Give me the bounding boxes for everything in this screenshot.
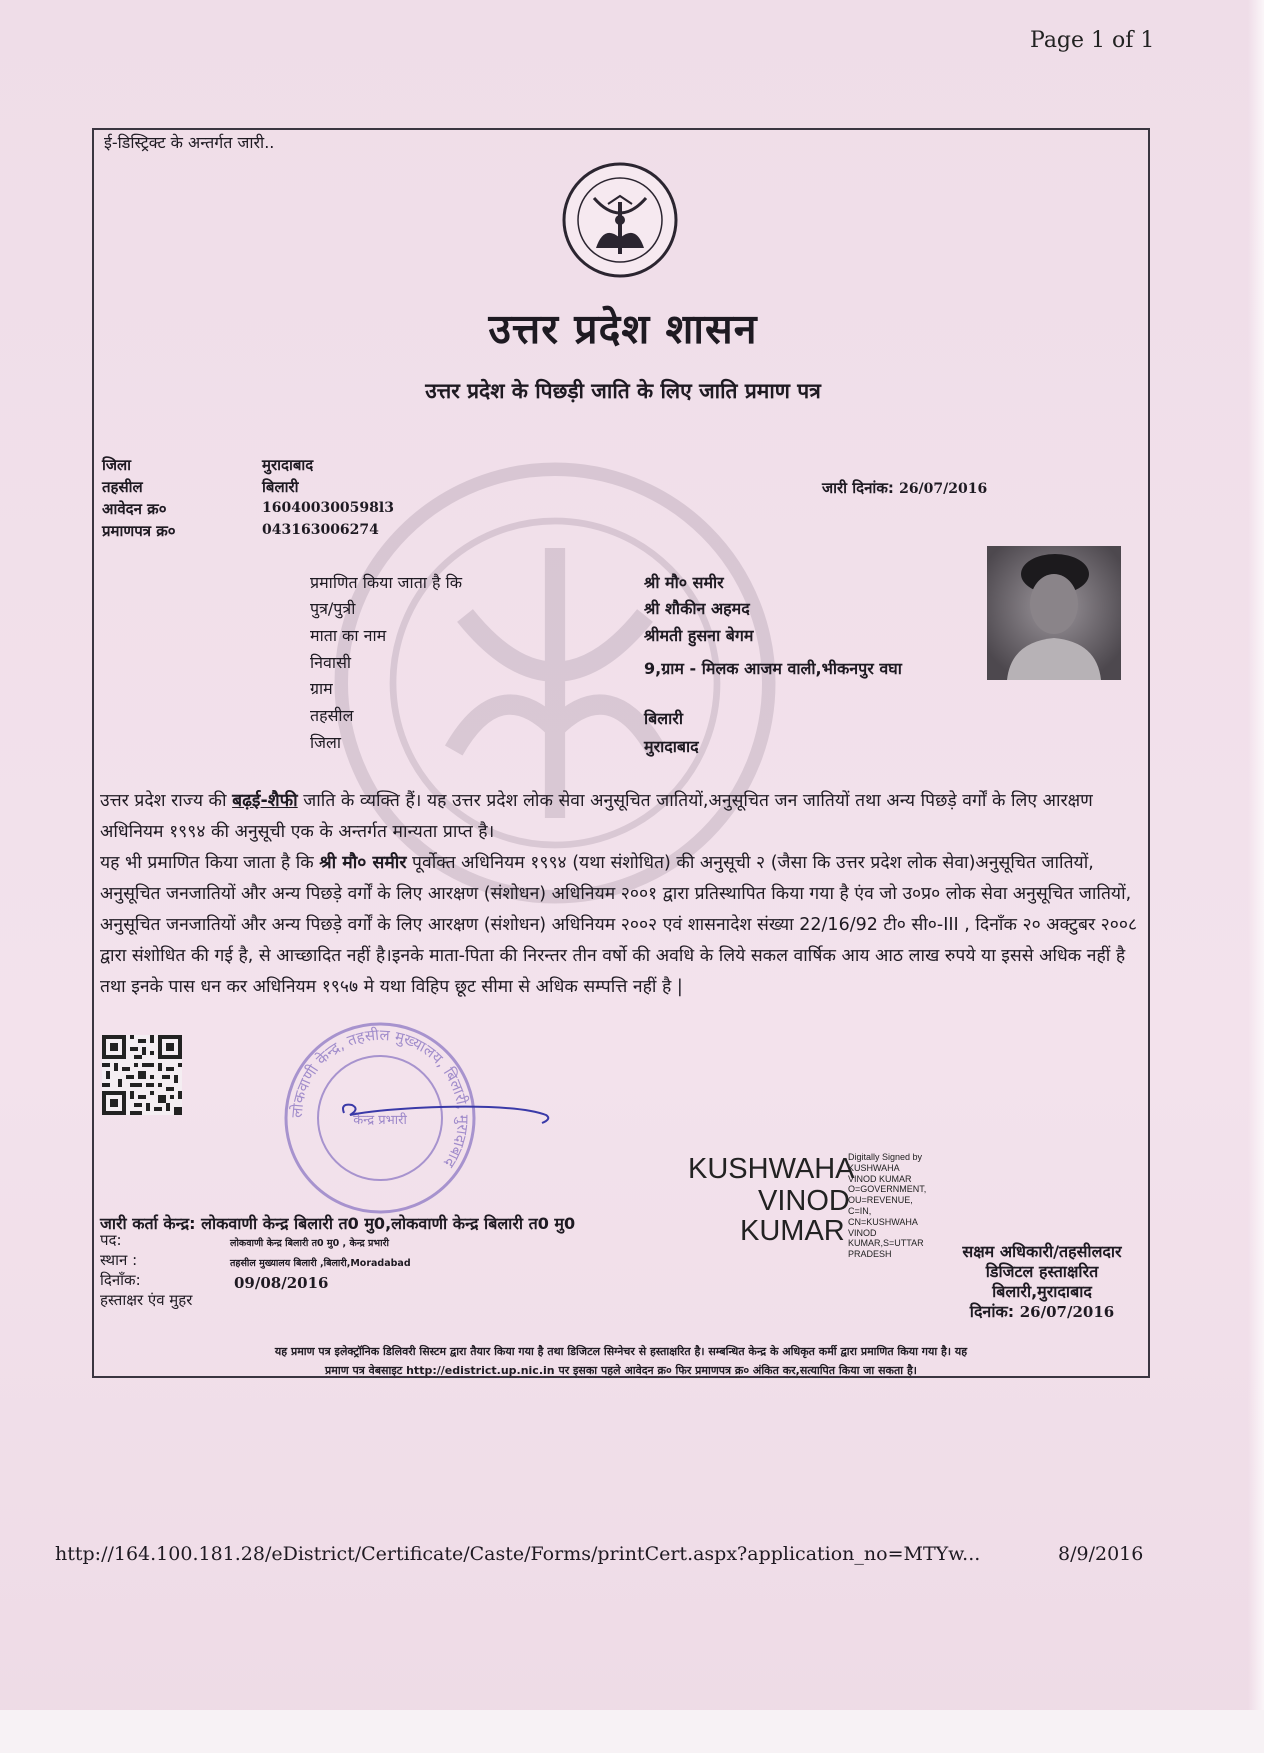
application-number: 160400300598l3 — [262, 500, 394, 516]
applicant-name: श्री मौ० समीर — [644, 573, 724, 592]
signer-name-line2: VINOD — [758, 1185, 850, 1217]
issuing-center: जारी कर्ता केन्द्र: लोकवाणी केन्द्र बिलारी त0 मु0,लोकवाणी केन्द्र बिलारी त0 मु0 — [100, 1214, 576, 1233]
signer-name-line3: KUMAR — [740, 1215, 845, 1247]
mother-label: माता का नाम — [310, 626, 387, 645]
authority-date: दिनांक: 26/07/2016 — [969, 1302, 1115, 1321]
post-value: लोकवाणी केन्द्र बिलारी त0 मु0 , केन्द्र प्रभारी — [230, 1238, 389, 1249]
certificate-title: उत्तर प्रदेश के पिछड़ी जाति के लिए जाति प्रमाण पत्र — [425, 379, 821, 403]
scan-edge — [1248, 0, 1264, 1753]
page-number: Page 1 of 1 — [1030, 28, 1155, 53]
authority-signed: डिजिटल हस्ताक्षरित — [985, 1262, 1099, 1281]
tehsil-value: बिलारी — [262, 478, 299, 496]
date-value: 09/08/2016 — [234, 1274, 329, 1292]
digital-signature-details: Digitally Signed by KUSHWAHA VINOD KUMAR O=GOVERNMENT, OU=REVENUE, C=IN, CN=KUSHWAHA VINOD KUMAR,S=UTTAR PRADESH — [848, 1152, 927, 1260]
father-name: श्री शौकीन अहमद — [644, 599, 750, 618]
place-label: स्थान : — [100, 1251, 138, 1269]
district-label: जिला — [102, 456, 132, 474]
detail-tehsil-label: तहसील — [310, 706, 354, 725]
mother-name: श्रीमती हुसना बेगम — [644, 626, 754, 645]
stamp-inner-text: केन्द्र प्रभारी — [353, 1113, 407, 1128]
edistrict-note: ई-डिस्ट्रिक्ट के अन्तर्गत जारी.. — [104, 133, 275, 152]
creamy-layer-paragraph: यह भी प्रमाणित किया जाता है कि श्री मौ० समीर पूर्वोक्त अधिनियम १९९४ (यथा संशोधित) की अनुसूची २ (जैसा कि उत्तर प्रदेश लोक सेवा)अनुसूचित जातियों, अनुसूचित जनजातियों और अन्य पिछड़े वर्गों के लिए आरक्षण (संशोधन) अधिनियम २००१ द्वारा प्रतिस्थापित किया गया है एंव जो उ०प्र० लोक सेवा अनुसूचित जातियों, अनुसूचित जनजातियों और अन्य पिछड़े वर्गों के लिए आरक्षण (संशोधन) अधिनियम २००२ एवं शासनादेश संख्या 22/16/92 टी० सी०-III , दिनाँक २० अक्टुबर २००८ द्वारा संशोधित की गई है, से आच्छादित नहीं है।इनके माता-पिता की निरन्तर तीन वर्षो की अवधि के लिये सकल वार्षिक आय आठ लाख रुपये या इससे अधिक नहीं है तथा इनके पास धन कर अधिनियम १९५७ मे यथा विहिप छूट सीमा से अधिक सम्पत्ति नहीं है | — [100, 853, 1138, 997]
signature-mark — [320, 1085, 560, 1135]
tehsil-label: तहसील — [102, 478, 143, 496]
detail-district-label: जिला — [310, 733, 342, 752]
scan-bottom-edge — [0, 1710, 1264, 1753]
district-value: मुरादाबाद — [262, 456, 314, 474]
resident-label: निवासी — [310, 653, 352, 672]
qr-code — [102, 1035, 182, 1115]
verification-disclaimer: यह प्रमाण पत्र इलेक्ट्रॉनिक डिलिवरी सिस्टम द्वारा तैयार किया गया है तथा डिजिटल सिग्नेचर से हस्ताक्षरित है। सम्बन्धित केन्द्र के अधिकृत कर्मी द्वारा प्रमाणित किया गया है। यह प्रमाण पत्र वेबसाइट http://edistrict.up.nic.in पर इसका पहले आवेदन क्र० फिर प्रमाणपत्र क्र० अंकित कर,सत्यापित किया जा सकता है। — [274, 1345, 968, 1377]
signature-label: हस्ताक्षर एंव मुहर — [100, 1291, 193, 1309]
village-label: ग्राम — [310, 679, 333, 698]
issue-date-value: 26/07/2016 — [899, 481, 988, 497]
address-value: 9,ग्राम - मिलक आजम वाली,भीकनपुर वघा — [644, 659, 902, 678]
caste-name: बढ़ई-शैफी — [232, 791, 298, 811]
detail-district-value: मुरादाबाद — [644, 737, 699, 756]
authority-place: बिलारी,मुरादाबाद — [992, 1282, 1092, 1301]
date-label: दिनाँक: — [100, 1271, 141, 1289]
caste-paragraph: उत्तर प्रदेश राज्य की बढ़ई-शैफी जाति के व्यक्ति हैं। यह उत्तर प्रदेश लोक सेवा अनुसूचित जातियों,अनुसूचित जन जातियों तथा अन्य पिछड़े वर्गों के लिए आरक्षण अधिनियम १९९४ की अनुसूची एक के अन्तर्गत मान्यता प्राप्त है। — [100, 791, 1093, 842]
certificate-label: प्रमाणपत्र क्र० — [102, 522, 176, 540]
authority-title: सक्षम अधिकारी/तहसीलदार — [962, 1242, 1122, 1261]
applicant-photo — [987, 546, 1121, 680]
detail-tehsil-value: बिलारी — [644, 709, 683, 728]
issue-date — [822, 478, 987, 498]
state-emblem-icon — [560, 158, 680, 282]
post-label: पद: — [100, 1231, 122, 1249]
place-value: तहसील मुख्यालय बिलारी ,बिलारी,Moradabad — [230, 1258, 411, 1269]
government-title: उत्तर प्रदेश शासन — [488, 305, 758, 353]
print-url: http://164.100.181.28/eDistrict/Certificate/Caste/Forms/printCert.aspx?application_no=MTYw... — [55, 1543, 981, 1565]
paragraph-applicant-name: श्री मौ० समीर — [319, 853, 407, 873]
print-date: 8/9/2016 — [1058, 1543, 1144, 1565]
application-label: आवेदन क्र० — [102, 500, 167, 518]
son-of-label: पुत्र/पुत्री — [310, 599, 356, 618]
stamp-outer-text: लोकवाणी केन्द्र, तहसील मुख्यालय, बिलारी, मुरादाबाद — [287, 1025, 473, 1171]
signer-name-line1: KUSHWAHA — [688, 1153, 855, 1185]
certified-label: प्रमाणित किया जाता है कि — [310, 573, 463, 592]
certificate-number: 043163006274 — [262, 522, 379, 538]
issue-date-label: जारी दिनांक: — [822, 479, 894, 497]
